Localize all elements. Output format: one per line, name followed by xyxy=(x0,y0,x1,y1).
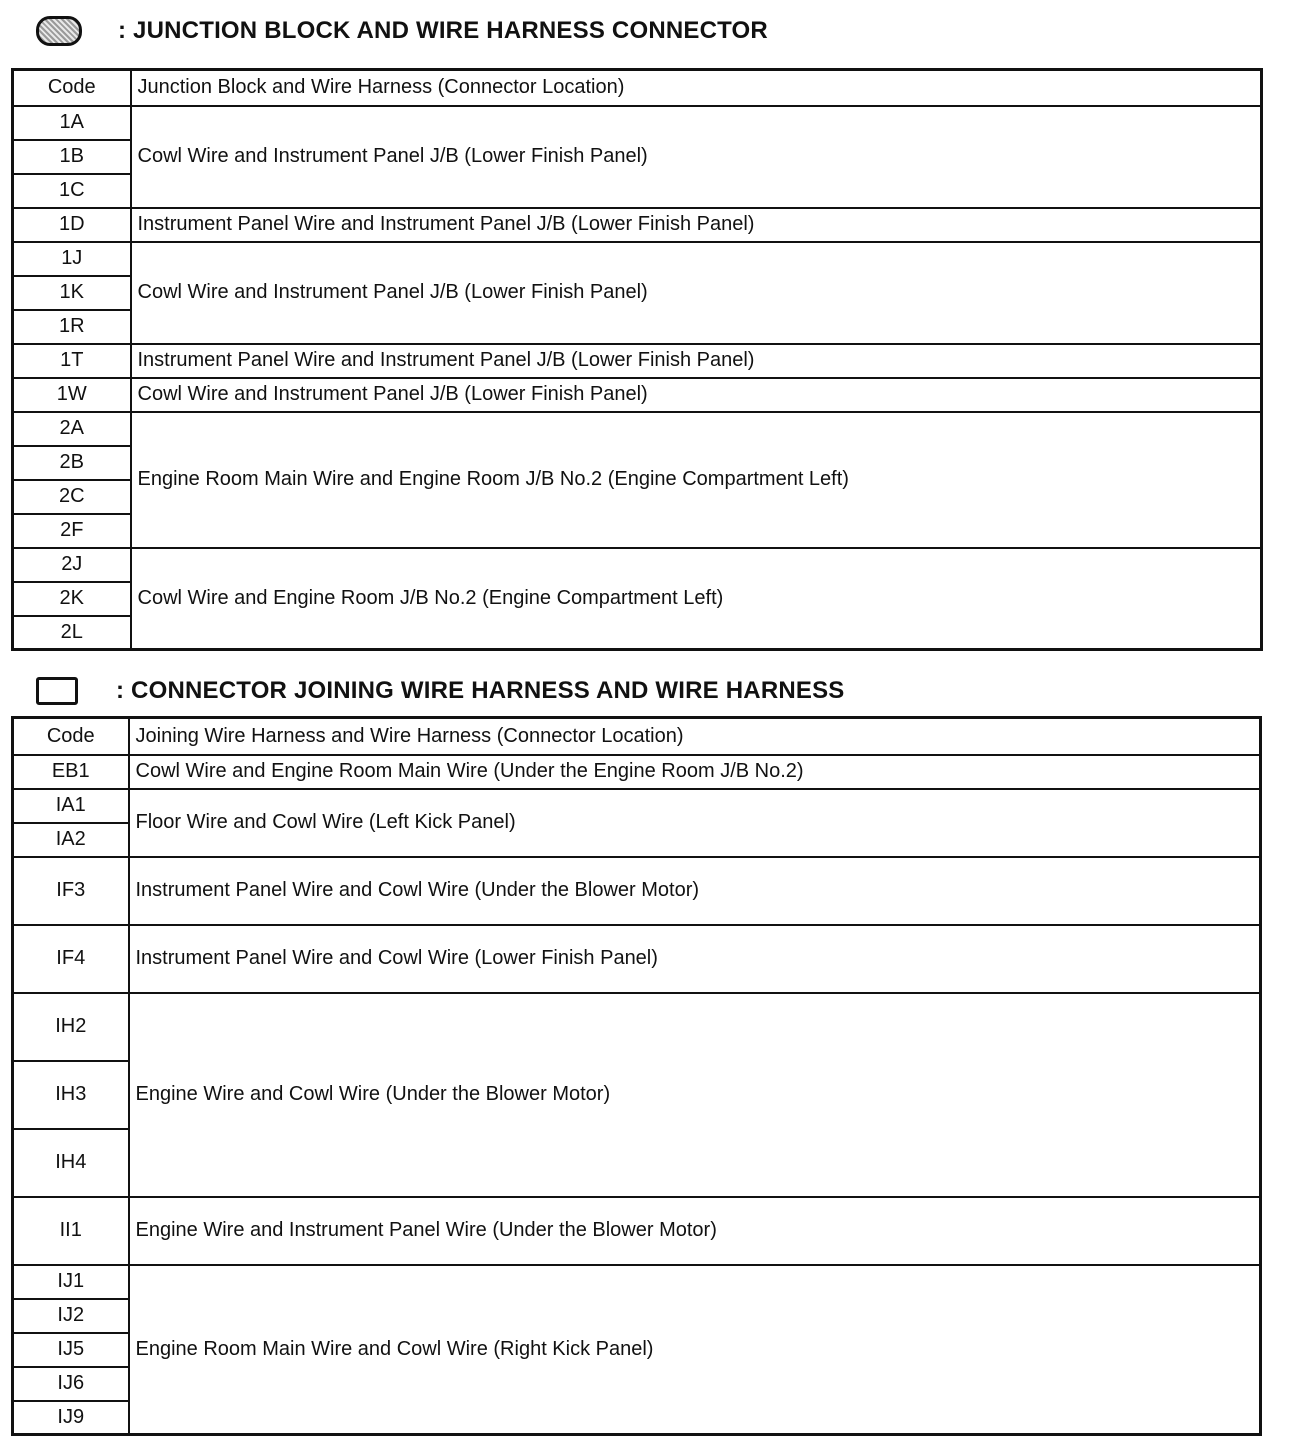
table-row xyxy=(13,548,1262,582)
connector-location: Instrument Panel Wire and Instrument Panel J/B (Lower Finish Panel) xyxy=(131,344,1262,378)
connector-location: Instrument Panel Wire and Cowl Wire (Lower Finish Panel) xyxy=(129,925,1261,993)
table-row xyxy=(13,106,1262,140)
column-header-code: Code xyxy=(13,718,129,755)
connector-code: IJ6 xyxy=(13,1367,129,1401)
connector-code: 1A xyxy=(13,106,131,140)
connector-code: 2J xyxy=(13,548,131,582)
connector-code: 1T xyxy=(13,344,131,378)
connector-table-body xyxy=(13,718,1261,1435)
table-row xyxy=(13,378,1262,412)
section-header-connector xyxy=(34,672,845,710)
table-row xyxy=(13,208,1262,242)
section-title: : JUNCTION BLOCK AND WIRE HARNESS CONNECTOR xyxy=(118,17,768,44)
connector-code: 2A xyxy=(13,412,131,446)
connector-code: 2F xyxy=(13,514,131,548)
connector-code: EB1 xyxy=(13,755,129,789)
table-header-row xyxy=(13,70,1262,106)
connector-location: Instrument Panel Wire and Cowl Wire (Under the Blower Motor) xyxy=(129,857,1261,925)
junction-block-icon xyxy=(36,16,82,46)
table-row xyxy=(13,925,1261,993)
section-header-junction-block xyxy=(34,12,768,50)
connector-code: IH2 xyxy=(13,993,129,1061)
connector-location: Engine Wire and Instrument Panel Wire (Under the Blower Motor) xyxy=(129,1197,1261,1265)
connector-code: 2C xyxy=(13,480,131,514)
connector-code: IH3 xyxy=(13,1061,129,1129)
connector-location: Instrument Panel Wire and Instrument Panel J/B (Lower Finish Panel) xyxy=(131,208,1262,242)
connector-code: 2B xyxy=(13,446,131,480)
column-header-code: Code xyxy=(13,70,131,106)
connector-code: IJ9 xyxy=(13,1401,129,1435)
connector-table xyxy=(11,716,1262,1436)
table-row xyxy=(13,1197,1261,1265)
connector-location: Engine Room Main Wire and Engine Room J/B No.2 (Engine Compartment Left) xyxy=(131,412,1262,548)
connector-code: IH4 xyxy=(13,1129,129,1197)
connector-code: 1B xyxy=(13,140,131,174)
table-row xyxy=(13,242,1262,276)
table-row xyxy=(13,344,1262,378)
table-row xyxy=(13,789,1261,823)
connector-location: Cowl Wire and Instrument Panel J/B (Lower Finish Panel) xyxy=(131,242,1262,344)
connector-code: 1J xyxy=(13,242,131,276)
connector-code: IA1 xyxy=(13,789,129,823)
table-row xyxy=(13,857,1261,925)
table-row xyxy=(13,412,1262,446)
connector-location: Cowl Wire and Instrument Panel J/B (Lower Finish Panel) xyxy=(131,378,1262,412)
connector-code: 2L xyxy=(13,616,131,650)
connector-code: IJ5 xyxy=(13,1333,129,1367)
connector-icon xyxy=(36,677,78,705)
connector-code: 2K xyxy=(13,582,131,616)
table-row xyxy=(13,993,1261,1061)
connector-location: Engine Wire and Cowl Wire (Under the Blower Motor) xyxy=(129,993,1261,1197)
connector-code: 1K xyxy=(13,276,131,310)
section-title: : CONNECTOR JOINING WIRE HARNESS AND WIRE HARNESS xyxy=(116,677,845,704)
connector-code: IF3 xyxy=(13,857,129,925)
connector-code: 1D xyxy=(13,208,131,242)
column-header-description: Joining Wire Harness and Wire Harness (Connector Location) xyxy=(129,718,1261,755)
connector-location: Cowl Wire and Engine Room J/B No.2 (Engine Compartment Left) xyxy=(131,548,1262,650)
connector-code: IJ1 xyxy=(13,1265,129,1299)
connector-location: Engine Room Main Wire and Cowl Wire (Right Kick Panel) xyxy=(129,1265,1261,1435)
connector-code: IF4 xyxy=(13,925,129,993)
table-row xyxy=(13,1265,1261,1299)
connector-code: 1R xyxy=(13,310,131,344)
junction-block-table xyxy=(11,68,1263,651)
connector-code: 1C xyxy=(13,174,131,208)
table-row xyxy=(13,755,1261,789)
connector-code: II1 xyxy=(13,1197,129,1265)
connector-location: Cowl Wire and Engine Room Main Wire (Under the Engine Room J/B No.2) xyxy=(129,755,1261,789)
junction-block-table-body xyxy=(13,70,1262,650)
connector-location: Floor Wire and Cowl Wire (Left Kick Panel) xyxy=(129,789,1261,857)
connector-location: Cowl Wire and Instrument Panel J/B (Lower Finish Panel) xyxy=(131,106,1262,208)
connector-code: 1W xyxy=(13,378,131,412)
connector-code: IA2 xyxy=(13,823,129,857)
column-header-description: Junction Block and Wire Harness (Connector Location) xyxy=(131,70,1262,106)
table-header-row xyxy=(13,718,1261,755)
connector-code: IJ2 xyxy=(13,1299,129,1333)
